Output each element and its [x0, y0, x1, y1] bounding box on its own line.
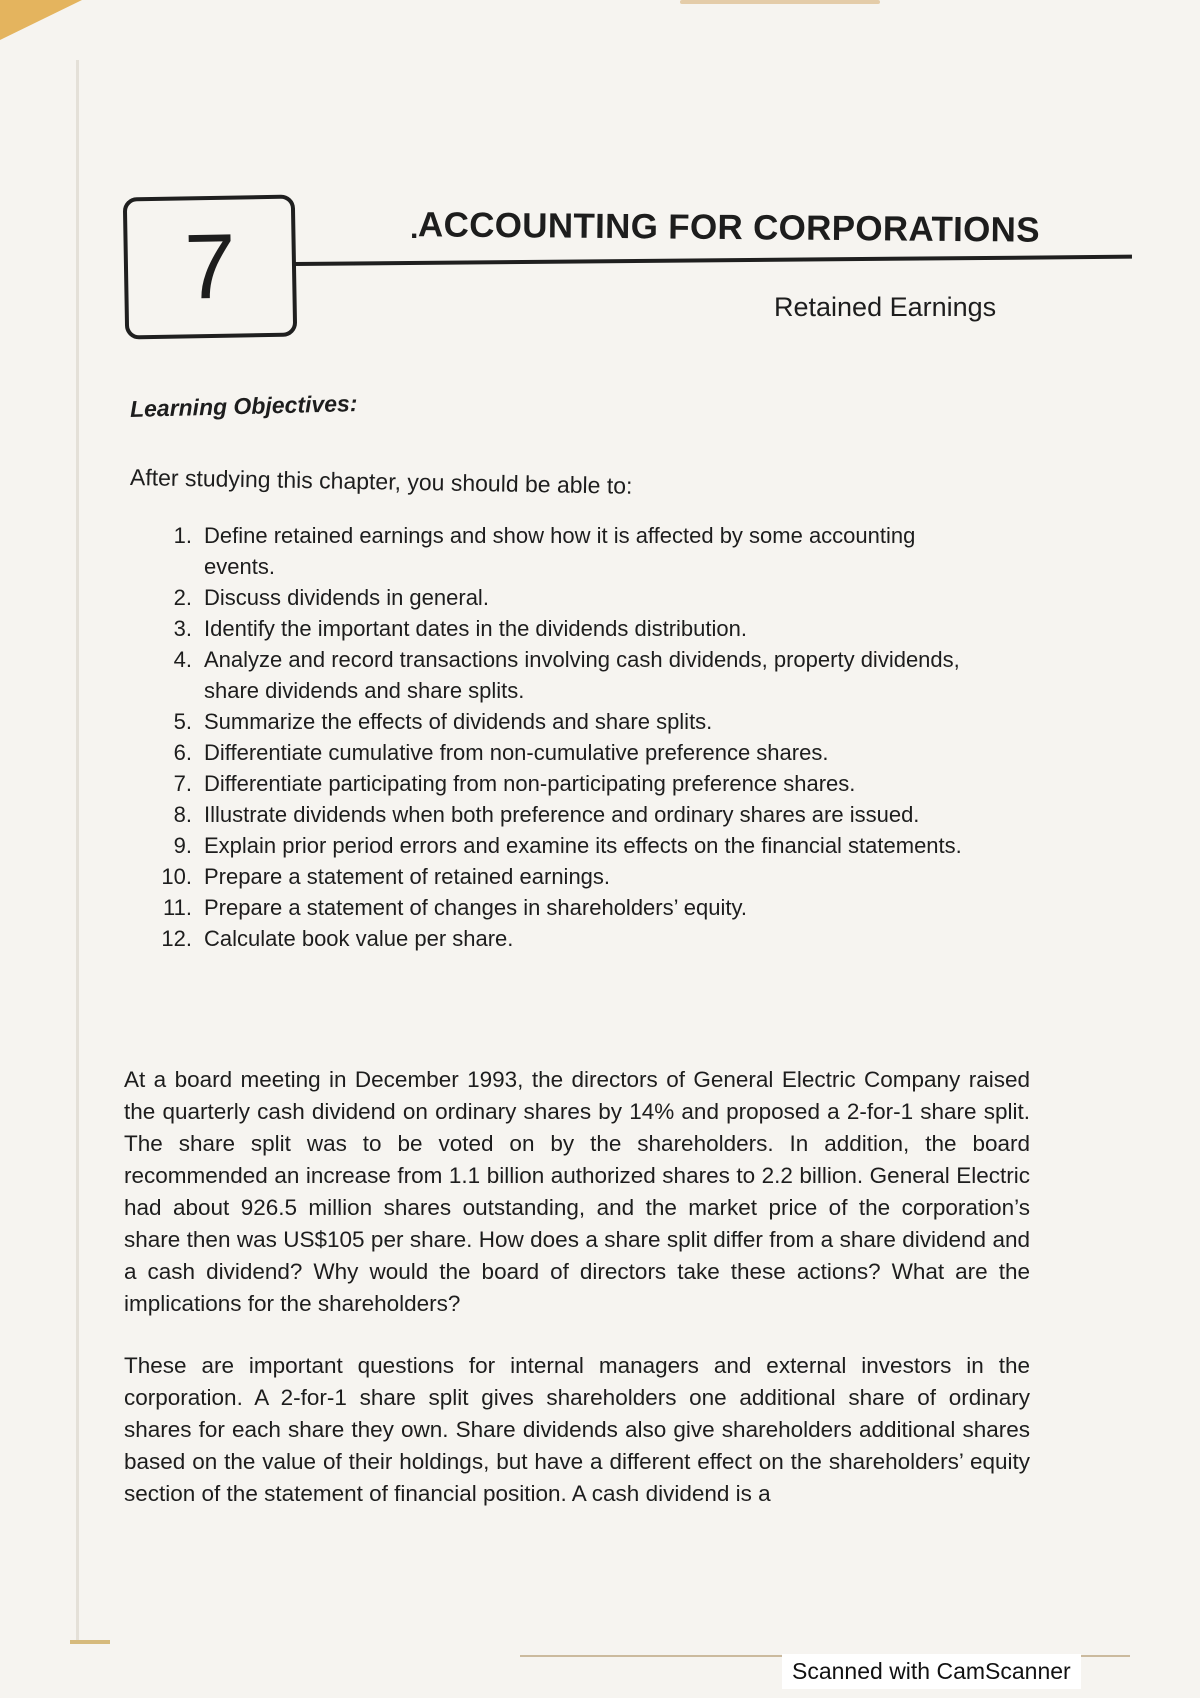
learning-objective-number: 5.	[173, 709, 192, 734]
learning-objective-text: Explain prior period errors and examine its effects on the financial statements.	[204, 833, 962, 858]
learning-objective-item	[146, 613, 966, 644]
learning-objective-text: Calculate book value per share.	[204, 926, 514, 951]
learning-objective-number: 4.	[173, 647, 192, 672]
learning-objective-item	[146, 737, 966, 768]
top-smudge	[680, 0, 880, 4]
learning-objective-number: 7.	[173, 771, 192, 796]
learning-objective-text: Analyze and record transactions involving cash dividends, property dividends, share dividends and share splits.	[204, 647, 960, 703]
learning-objectives-intro: After studying this chapter, you should be able to:	[129, 464, 633, 499]
learning-objectives-heading: Learning Objectives:	[129, 390, 358, 422]
learning-objective-number: 8.	[173, 802, 192, 827]
learning-objective-item	[146, 861, 966, 892]
learning-objectives-list	[146, 520, 966, 954]
learning-objective-text: Discuss dividends in general.	[204, 585, 489, 610]
body-paragraph-1: At a board meeting in December 1993, the directors of General Electric Company raised the quarterly cash dividend on ordinary shares by 14% and proposed a 2-for-1 share split. The share split was to be voted on by the shareholders. In addition, the board recommended an increase from 1.1 billion authorized shares to 2.2 billion. General Electric had about 926.5 million shares outstanding, and the market price of the corporation’s share then was US$105 per share. How does a share split differ from a share dividend and a cash dividend? Why would the board of directors take these actions? What are the implications for the shareholders?	[124, 1067, 1030, 1316]
learning-objective-item	[146, 799, 966, 830]
learning-objective-item	[146, 520, 966, 582]
body-paragraph-2: These are important questions for internal managers and external investors in the corporation. A 2-for-1 share split gives shareholders one additional share of ordinary shares for each share they own. Share dividends also give shareholders additional shares based on the value of their holdings, but have a different effect on the shareholders’ equity section of the statement of financial position. A cash dividend is a	[124, 1353, 1030, 1506]
learning-objective-item	[146, 644, 966, 706]
learning-objective-item	[146, 923, 966, 954]
chapter-title-dot: .	[410, 212, 419, 245]
chapter-title: ACCOUNTING FOR CORPORATIONS	[417, 205, 1041, 250]
learning-objective-text: Prepare a statement of retained earnings.	[204, 864, 611, 889]
learning-objective-number: 6.	[173, 740, 192, 765]
learning-objective-text: Illustrate dividends when both preference and ordinary shares are issued.	[204, 802, 920, 827]
learning-objective-item	[146, 830, 966, 861]
learning-objective-item	[146, 706, 966, 737]
learning-objective-number: 2.	[173, 585, 192, 610]
chapter-number: 7	[183, 215, 237, 319]
learning-objective-text: Prepare a statement of changes in shareholders’ equity.	[204, 895, 747, 920]
learning-objective-number: 9.	[173, 833, 192, 858]
learning-objective-item	[146, 768, 966, 799]
learning-objective-text: Define retained earnings and show how it is affected by some accounting events.	[204, 523, 916, 579]
learning-objective-number: 10.	[161, 864, 192, 889]
page-binding-edge	[76, 60, 79, 1640]
scanner-watermark: Scanned with CamScanner	[782, 1654, 1081, 1689]
learning-objective-number: 11.	[163, 895, 192, 920]
learning-objective-text: Differentiate participating from non-participating preference shares.	[204, 771, 856, 796]
corner-mark	[0, 0, 82, 40]
learning-objective-text: Differentiate cumulative from non-cumulative preference shares.	[204, 740, 829, 765]
learning-objective-text: Summarize the effects of dividends and share splits.	[204, 709, 713, 734]
learning-objective-number: 12.	[161, 926, 192, 951]
learning-objective-text: Identify the important dates in the dividends distribution.	[204, 616, 747, 641]
learning-objective-number: 3.	[173, 616, 192, 641]
chapter-number-box	[123, 195, 297, 340]
learning-objective-item	[146, 582, 966, 613]
chapter-subtitle: Retained Earnings	[774, 292, 997, 322]
learning-objective-item	[146, 892, 966, 923]
bottom-left-mark	[70, 1640, 110, 1644]
learning-objective-number: 1.	[173, 523, 192, 548]
chapter-header-rule	[294, 255, 1132, 266]
